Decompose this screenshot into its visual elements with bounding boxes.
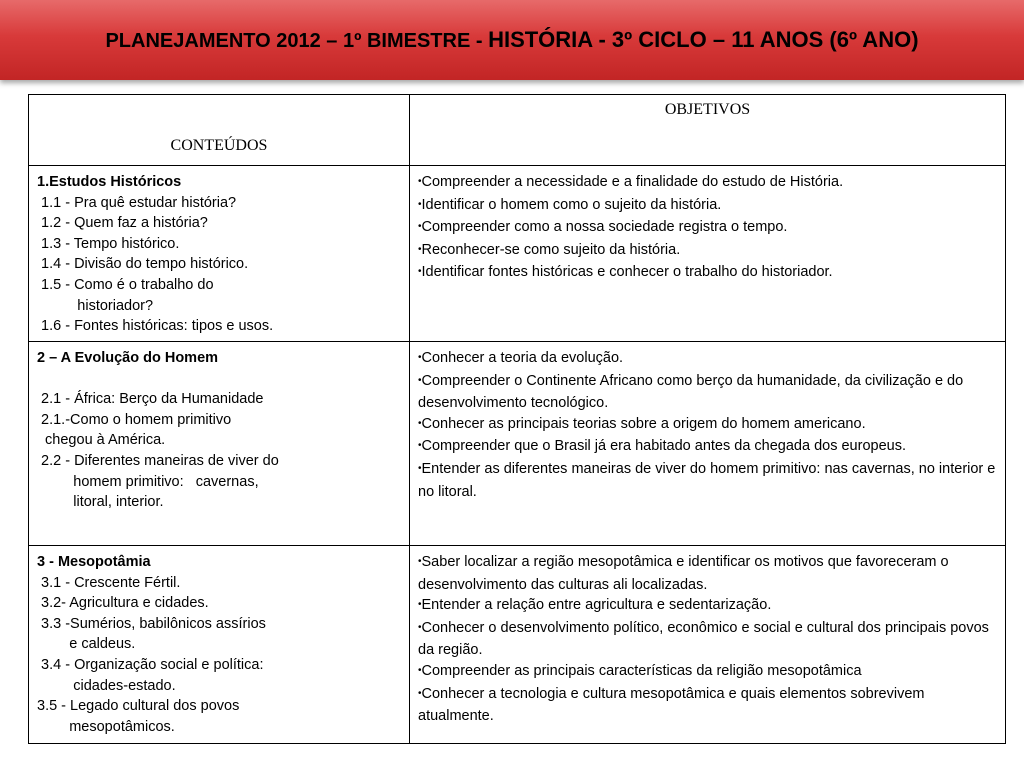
content-line: 2.1.-Como o homem primitivo	[37, 411, 232, 428]
content-line	[37, 369, 403, 390]
header-objetivos: OBJETIVOS	[410, 95, 1006, 166]
content-line: 1.1 - Pra quê estudar história?	[37, 194, 237, 211]
table-row	[29, 166, 1006, 342]
objetivos-cell	[410, 546, 1006, 744]
content-line: 3.3 -Sumérios, babilônicos assírios	[37, 615, 266, 632]
conteudos-cell	[29, 546, 410, 744]
content-line: 1.3 - Tempo histórico.	[37, 235, 180, 252]
objetivos-cell	[410, 166, 1006, 342]
table-row	[29, 546, 1006, 744]
objective-item: • Compreender o Continente Africano como berço da humanidade, da civilização e do desenvolvimento tecnológico.	[418, 371, 997, 414]
objective-item: • Entender a relação entre agricultura e sedentarização.	[418, 595, 997, 618]
objective-item: • Conhecer a teoria da evolução.	[418, 348, 997, 371]
content-line: 1.2 - Quem faz a história?	[37, 215, 208, 232]
content-line: 1.4 - Divisão do tempo histórico.	[37, 256, 249, 273]
conteudos-cell	[29, 342, 410, 546]
content-line: homem primitivo: cavernas,	[37, 473, 259, 490]
objective-item: • Identificar fontes históricas e conhecer o trabalho do historiador.	[418, 262, 997, 285]
plan-table	[28, 94, 1006, 744]
content-line: mesopotâmicos.	[37, 718, 175, 735]
content-line: 3.5 - Legado cultural dos povos	[37, 698, 240, 715]
title-part-2: HISTÓRIA - 3º CICLO – 11 ANOS (6º ANO)	[488, 27, 919, 52]
section-heading: 3 - Mesopotâmia	[37, 554, 151, 570]
conteudos-cell	[29, 166, 410, 342]
section-heading: 1.Estudos Históricos	[37, 174, 182, 190]
section-heading: 2 – A Evolução do Homem	[37, 350, 219, 366]
header-conteudos: CONTEÚDOS	[29, 95, 410, 166]
content-line: 3.4 - Organização social e política:	[37, 656, 264, 673]
objective-item: • Compreender a necessidade e a finalidade do estudo de História.	[418, 172, 997, 195]
objective-item: • Identificar o homem como o sujeito da história.	[418, 195, 997, 218]
table-row	[29, 342, 1006, 546]
objective-item: • Saber localizar a região mesopotâmica e identificar os motivos que favoreceram o desenvolvimento das culturas ali localizadas.	[418, 552, 997, 595]
content-line: 3.1 - Crescente Fértil.	[37, 574, 181, 591]
content-line: 2.1 - África: Berço da Humanidade	[37, 391, 264, 408]
content-line: cidades-estado.	[37, 677, 176, 694]
page-title	[105, 27, 918, 53]
title-banner	[0, 0, 1024, 80]
content-line: 1.5 - Como é o trabalho do	[37, 276, 214, 293]
content-line: chegou à América.	[37, 432, 166, 449]
objective-item: • Entender as diferentes maneiras de viver do homem primitivo: nas cavernas, no interior e no litoral.	[418, 459, 997, 502]
objective-item: • Conhecer o desenvolvimento político, econômico e social e cultural dos principais povos da região.	[418, 618, 997, 661]
title-part-1: PLANEJAMENTO 2012 – 1º BIMESTRE -	[105, 30, 489, 52]
objetivos-cell	[410, 342, 1006, 546]
objective-item: • Compreender as principais características da religião mesopotâmica	[418, 661, 997, 684]
content-line: 2.2 - Diferentes maneiras de viver do	[37, 452, 279, 469]
content-line: e caldeus.	[37, 636, 136, 653]
content-line: 3.2- Agricultura e cidades.	[37, 595, 209, 612]
objective-item: • Conhecer a tecnologia e cultura mesopotâmica e quais elementos sobrevivem atualmente.	[418, 684, 997, 727]
table-header-row	[29, 95, 1006, 166]
objective-item: • Conhecer as principais teorias sobre a origem do homem americano.	[418, 414, 997, 437]
objective-item: • Compreender como a nossa sociedade registra o tempo.	[418, 217, 997, 240]
content-line: historiador?	[37, 297, 154, 314]
content-line: 1.6 - Fontes históricas: tipos e usos.	[37, 318, 274, 335]
content-line: litoral, interior.	[37, 494, 164, 511]
objective-item: • Reconhecer-se como sujeito da história.	[418, 240, 997, 263]
objective-item: • Compreender que o Brasil já era habitado antes da chegada dos europeus.	[418, 436, 997, 459]
